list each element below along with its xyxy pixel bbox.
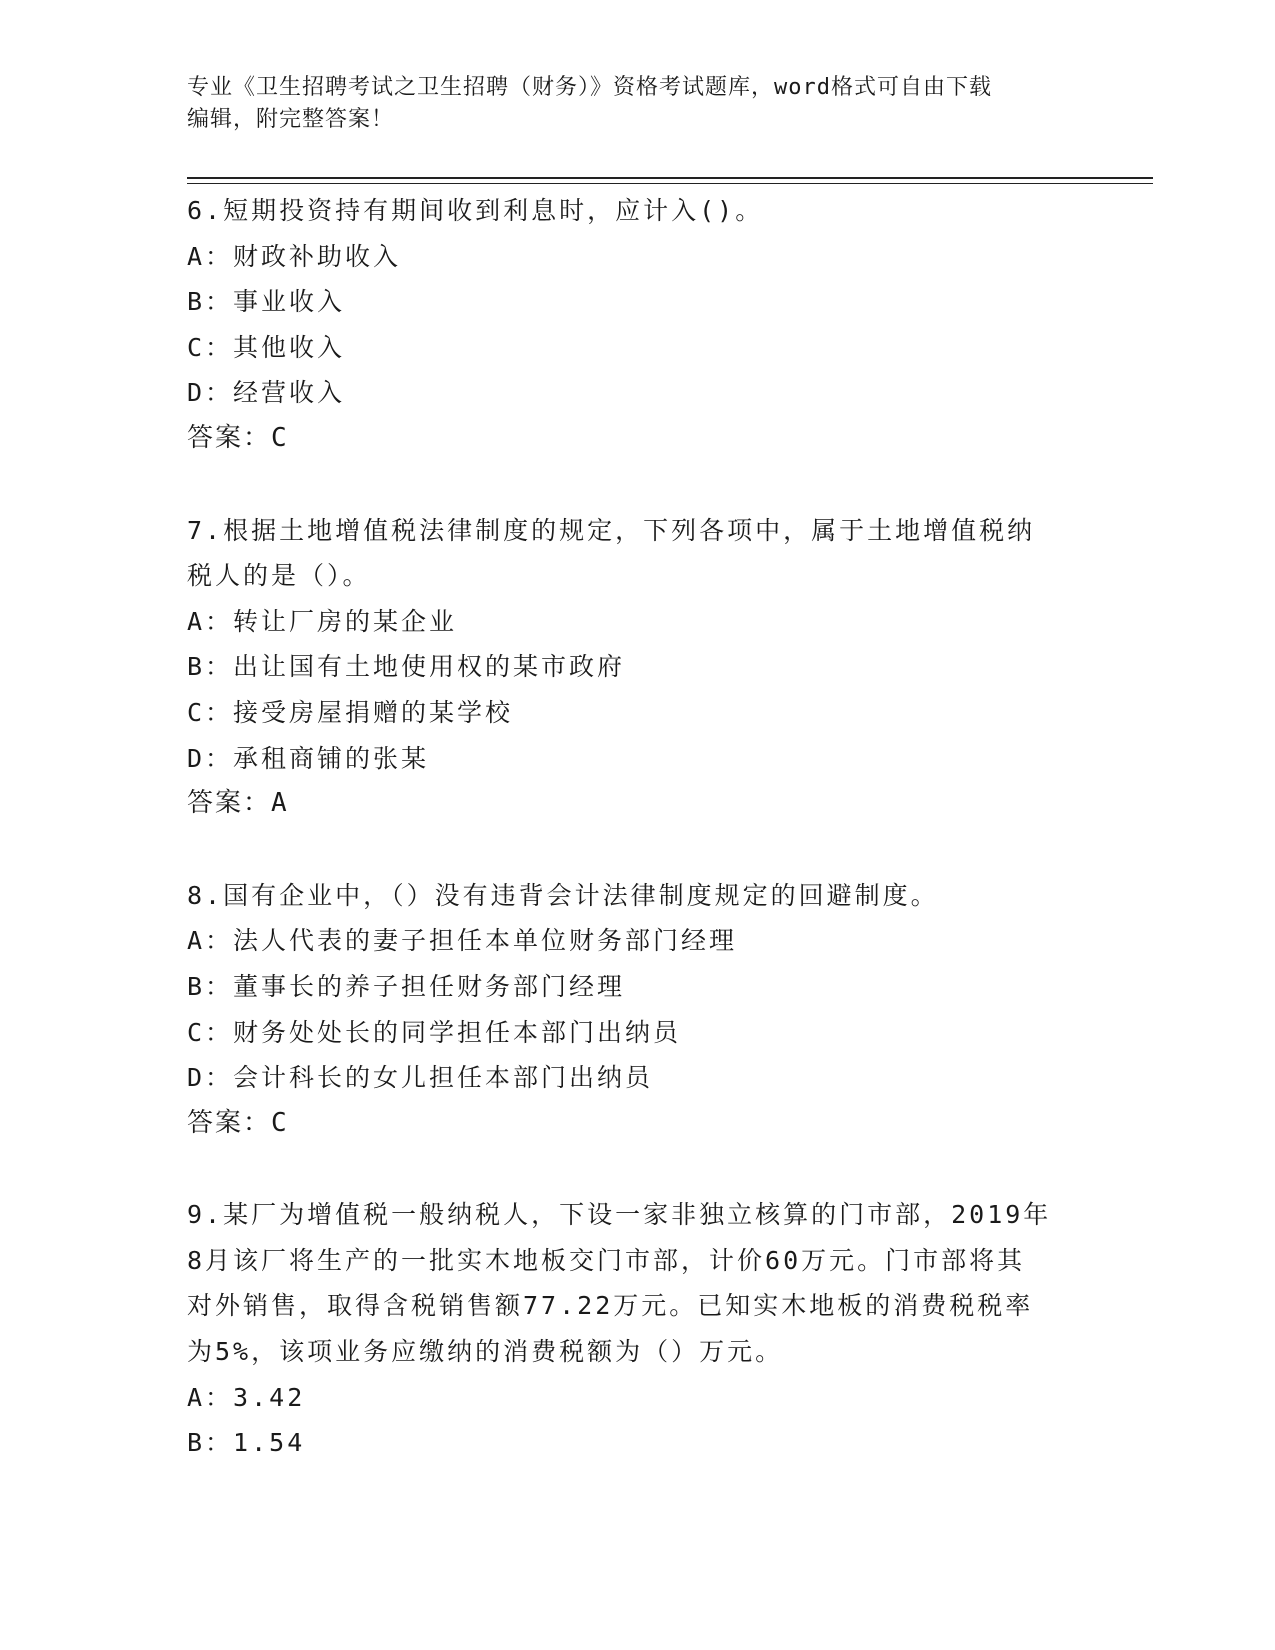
option-d: D：经营收入 bbox=[187, 378, 346, 408]
header-line-2: 编辑，附完整答案！ bbox=[187, 107, 395, 132]
stem-line: 税人的是（）。 bbox=[187, 561, 371, 591]
answer-label: 答案： bbox=[187, 1107, 272, 1138]
question-stem bbox=[187, 1192, 1067, 1374]
question-9 bbox=[187, 1192, 1067, 1466]
option-b: B：1.54 bbox=[187, 1428, 306, 1458]
question-stem bbox=[187, 873, 1067, 919]
option-d: D：会计科长的女儿担任本部门出纳员 bbox=[187, 1063, 654, 1093]
question-6 bbox=[187, 188, 1067, 462]
answer-line bbox=[187, 416, 1067, 462]
stem-line: 9.某厂为增值税一般纳税人，下设一家非独立核算的门市部，2019年 bbox=[187, 1200, 1052, 1230]
option-c: C：接受房屋捐赠的某学校 bbox=[187, 697, 514, 727]
question-8 bbox=[187, 873, 1067, 1147]
option-b: B：事业收入 bbox=[187, 287, 346, 317]
question-7 bbox=[187, 508, 1067, 827]
header-rule-thick bbox=[187, 177, 1153, 179]
answer-value: C bbox=[271, 1107, 287, 1138]
stem-line: 8月该厂将生产的一批实木地板交门市部，计价60万元。门市部将其 bbox=[187, 1245, 1026, 1275]
answer-label: 答案： bbox=[187, 422, 272, 453]
option-a: A：法人代表的妻子担任本单位财务部门经理 bbox=[187, 926, 738, 956]
header-line-1: 专业《卫生招聘考试之卫生招聘（财务）》资格考试题库，word格式可自由下载 bbox=[187, 75, 992, 100]
option-a: A：财政补助收入 bbox=[187, 241, 402, 271]
stem-line: 7.根据土地增值税法律制度的规定，下列各项中，属于土地增值税纳 bbox=[187, 515, 1036, 545]
question-stem bbox=[187, 188, 1067, 234]
option-b: B：董事长的养子担任财务部门经理 bbox=[187, 971, 626, 1001]
stem-line: 为5%，该项业务应缴纳的消费税额为（）万元。 bbox=[187, 1337, 784, 1367]
option-c: C：财务处处长的同学担任本部门出纳员 bbox=[187, 1017, 682, 1047]
stem-line: 6.短期投资持有期间收到利息时，应计入()。 bbox=[187, 196, 764, 225]
question-stem bbox=[187, 508, 1067, 599]
question-list bbox=[187, 188, 1067, 1512]
stem-line: 对外销售，取得含税销售额77.22万元。已知实木地板的消费税税率 bbox=[187, 1291, 1034, 1321]
answer-line bbox=[187, 781, 1067, 827]
document-header bbox=[187, 72, 1067, 136]
answer-value: C bbox=[271, 422, 287, 453]
option-b: B：出让国有土地使用权的某市政府 bbox=[187, 652, 626, 682]
option-d: D：承租商铺的张某 bbox=[187, 743, 430, 773]
header-rule-thin bbox=[187, 183, 1153, 184]
answer-line bbox=[187, 1101, 1067, 1147]
option-a: A：转让厂房的某企业 bbox=[187, 606, 458, 636]
answer-value: A bbox=[271, 788, 287, 819]
option-a: A：3.42 bbox=[187, 1382, 306, 1412]
stem-line: 8.国有企业中，（）没有违背会计法律制度规定的回避制度。 bbox=[187, 880, 939, 910]
option-c: C：其他收入 bbox=[187, 332, 346, 362]
answer-label: 答案： bbox=[187, 788, 272, 819]
